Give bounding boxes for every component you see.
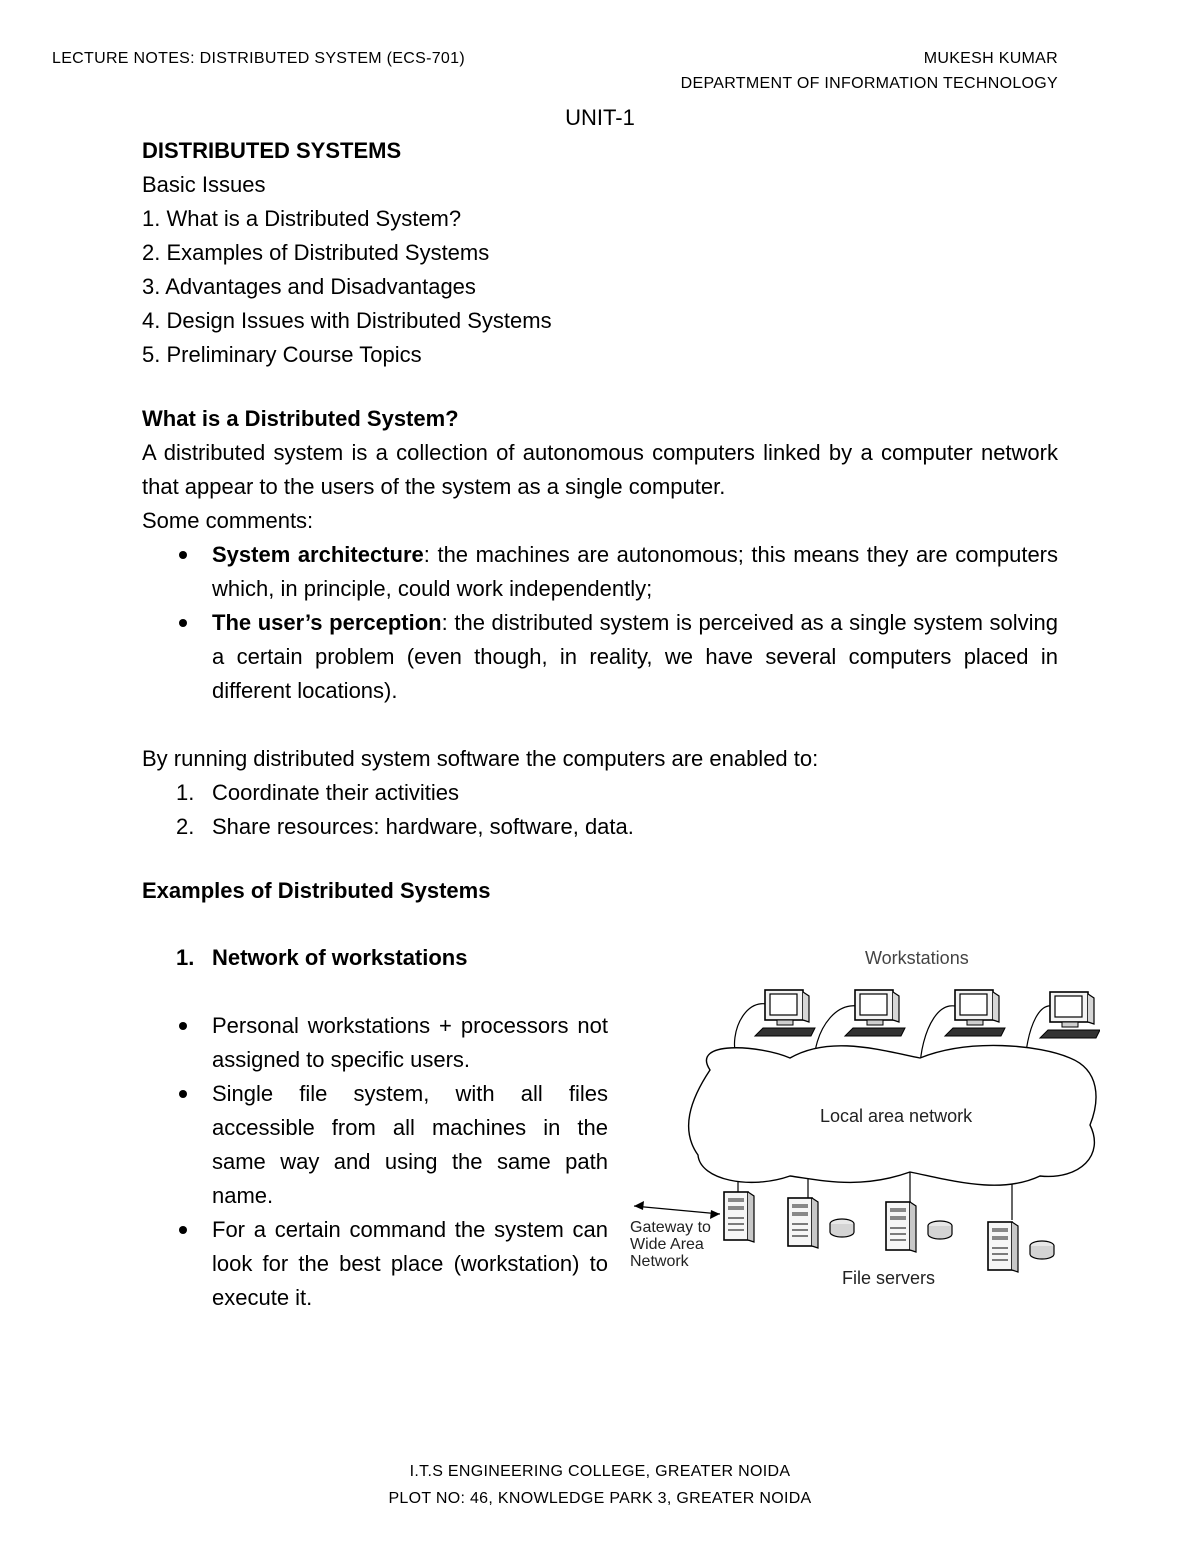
disk-icon bbox=[928, 1221, 952, 1239]
header-author: MUKESH KUMAR bbox=[923, 50, 1058, 67]
svg-text:Workstations: Workstations bbox=[865, 948, 969, 968]
what-is-section bbox=[142, 402, 1058, 844]
what-is-heading: What is a Distributed System? bbox=[142, 406, 459, 431]
comment-text: : the distributed system is perceived as a single system solving a certain problem (even though, in reality, we have several computers placed in different locations). bbox=[212, 610, 1058, 703]
bullet-icon bbox=[179, 619, 187, 627]
examples-heading: Examples of Distributed Systems bbox=[142, 878, 491, 903]
bullet-icon bbox=[179, 1226, 187, 1234]
svg-text:File servers: File servers bbox=[842, 1268, 936, 1288]
bullet-text: Personal workstations + processors not assigned to specific users. bbox=[212, 1013, 608, 1072]
list-item bbox=[142, 1009, 608, 1077]
file-servers-label bbox=[842, 1268, 935, 1288]
list-item bbox=[142, 810, 1058, 844]
document-title: DISTRIBUTED SYSTEMS bbox=[142, 138, 402, 163]
footer-address: PLOT NO: 46, KNOWLEDGE PARK 3, GREATER NOIDA bbox=[388, 1490, 812, 1507]
list-item bbox=[142, 941, 608, 975]
list-item bbox=[142, 776, 1058, 810]
bullet-icon bbox=[179, 551, 187, 559]
comments-intro: Some comments: bbox=[142, 508, 314, 533]
workstation-icon bbox=[945, 990, 1005, 1036]
examples-section bbox=[142, 941, 608, 1315]
gateway-server-icon bbox=[724, 1192, 754, 1242]
svg-text:Network: Network bbox=[630, 1253, 689, 1270]
workstations-label bbox=[865, 948, 969, 968]
workstation-icon bbox=[845, 990, 905, 1036]
svg-text:Gateway to: Gateway to bbox=[630, 1219, 711, 1236]
footer-college: I.T.S ENGINEERING COLLEGE, GREATER NOIDA bbox=[409, 1463, 791, 1480]
basic-issues-item: 3. Advantages and Disadvantages bbox=[142, 274, 476, 299]
basic-issues-heading: Basic Issues bbox=[142, 172, 266, 197]
list-number: 1. bbox=[176, 945, 195, 970]
header-course: LECTURE NOTES: DISTRIBUTED SYSTEM (ECS-701) bbox=[52, 50, 465, 67]
file-server-icon bbox=[886, 1202, 916, 1252]
enabled-intro: By running distributed system software the computers are enabled to: bbox=[142, 746, 819, 771]
bullet-icon bbox=[179, 1090, 187, 1098]
file-server-icon bbox=[788, 1198, 818, 1248]
header-department: DEPARTMENT OF INFORMATION TECHNOLOGY bbox=[680, 75, 1058, 92]
example-bullets bbox=[142, 1009, 608, 1315]
basic-issues-item: 1. What is a Distributed System? bbox=[142, 206, 462, 231]
svg-text:Wide Area: Wide Area bbox=[630, 1236, 704, 1253]
list-number: 1. bbox=[176, 780, 195, 805]
list-text: Coordinate their activities bbox=[212, 780, 460, 805]
list-text: Share resources: hardware, software, data. bbox=[212, 814, 634, 839]
comments-list bbox=[142, 538, 1058, 708]
file-server-icon bbox=[988, 1222, 1018, 1272]
disk-icon bbox=[1030, 1241, 1054, 1259]
basic-issues-section bbox=[142, 134, 1060, 372]
list-item bbox=[142, 1077, 608, 1213]
network-diagram bbox=[620, 940, 1100, 1300]
list-item bbox=[142, 538, 1058, 606]
bullet-icon bbox=[179, 1022, 187, 1030]
examples-list bbox=[142, 941, 608, 975]
unit-title: UNIT-1 bbox=[565, 105, 635, 130]
comment-term: System architecture bbox=[212, 542, 424, 567]
list-item bbox=[142, 606, 1058, 708]
workstation-icon bbox=[1040, 992, 1100, 1038]
definition-paragraph: A distributed system is a collection of autonomous computers linked by a computer network that appear to the users of the system as a single computer. bbox=[142, 440, 1058, 499]
workstation-icon bbox=[755, 990, 815, 1036]
example-title: Network of workstations bbox=[212, 945, 468, 970]
basic-issues-item: 2. Examples of Distributed Systems bbox=[142, 240, 490, 265]
basic-issues-item: 4. Design Issues with Distributed Systems bbox=[142, 308, 552, 333]
list-number: 2. bbox=[176, 814, 195, 839]
basic-issues-item: 5. Preliminary Course Topics bbox=[142, 342, 422, 367]
gateway-arrow-icon bbox=[634, 1201, 720, 1219]
gateway-label bbox=[630, 1219, 711, 1270]
list-item bbox=[142, 1213, 608, 1315]
enabled-list bbox=[142, 776, 1058, 844]
bullet-text: For a certain command the system can look for the best place (workstation) to execute it. bbox=[212, 1217, 608, 1310]
comment-text: : the machines are autonomous; this means they are computers which, in principle, could work independently; bbox=[212, 542, 1058, 601]
comment-term: The user’s perception bbox=[212, 610, 442, 635]
svg-text:Local area network: Local area network bbox=[820, 1106, 973, 1126]
lan-label bbox=[820, 1106, 973, 1126]
bullet-text: Single file system, with all files accessible from all machines in the same way and using the same path name. bbox=[212, 1081, 608, 1208]
disk-icon bbox=[830, 1219, 854, 1237]
